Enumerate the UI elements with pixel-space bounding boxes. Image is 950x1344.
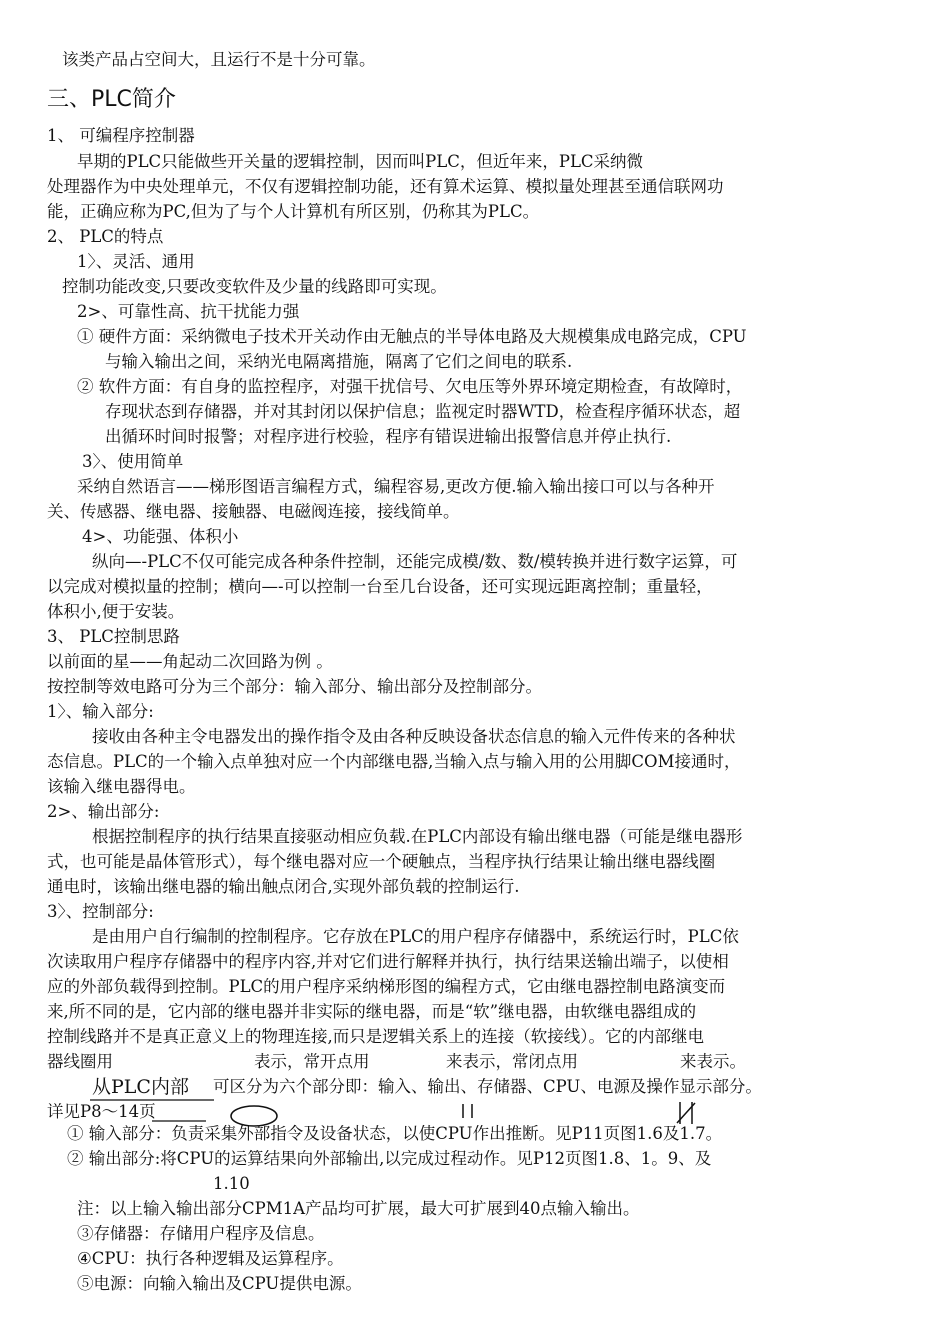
- note-line: 注：以上输入输出部分CPM1A产品均可扩展，最大可扩展到40点输入输出。: [77, 1199, 640, 1218]
- list-item: ① 输入部分：负责采集外部指令及设备状态，以使CPU作出推断。见P11页图1.6及1.7。: [67, 1124, 723, 1143]
- text-line: 控制功能改变,只要改变软件及少量的线路即可实现。: [62, 277, 447, 296]
- normally-open-contact-symbol: [458, 1101, 478, 1121]
- text-line: 纵向—-PLC不仅可能完成各种条件控制，还能完成模/数、数/模转换并进行数字运算，可: [92, 552, 738, 571]
- item-heading: 2>、可靠性高、抗干扰能力强: [77, 302, 300, 321]
- text-line: ① 硬件方面：采纳微电子技术开关动作由无触点的半导体电路及大规模集成电路完成，CPU: [77, 327, 747, 346]
- text-line: 控制线路并不是真正意义上的物理连接,而只是逻辑关系上的连接（软接线）。它的内部继电: [47, 1027, 704, 1046]
- text-line: 1.10: [213, 1174, 250, 1193]
- text-line: 接收由各种主令电器发出的操作指令及由各种反映设备状态信息的输入元件传来的各种状: [92, 727, 736, 746]
- text-line: 以完成对模拟量的控制；横向—-可以控制一台至几台设备，还可实现远距离控制；重量轻，: [47, 577, 713, 596]
- text-line: 来表示，常闭点用: [446, 1052, 578, 1071]
- list-item: ③存储器：存储用户程序及信息。: [77, 1224, 325, 1243]
- text-line: 器线圈用: [47, 1052, 113, 1071]
- text-line: 处理器作为中央处理单元，不仅有逻辑控制功能，还有算术运算、模拟量处理甚至通信联网功: [47, 177, 724, 196]
- list-item: ⑤电源：向输入输出及CPU提供电源。: [77, 1274, 362, 1293]
- text-line: 该类产品占空间大，且运行不是十分可靠。: [62, 50, 376, 69]
- item-heading: 1〉、灵活、通用: [77, 252, 195, 271]
- text-line: 出循环时间时报警；对程序进行校验，程序有错误进输出报警信息并停止执行.: [105, 427, 672, 446]
- item-heading: 2>、输出部分:: [47, 802, 160, 821]
- text-line: 应的外部负载得到控制。PLC的用户程序采纳梯形图的编程方式，它由继电器控制电路演变而: [47, 977, 726, 996]
- text-line: ② 软件方面：有自身的监控程序，对强干扰信号、欠电压等外界环境定期检查，有故障时，: [77, 377, 743, 396]
- text-line: 按控制等效电路可分为三个部分：输入部分、输出部分及控制部分。: [47, 677, 542, 696]
- text-line: 早期的PLC只能做些开关量的逻辑控制，因而叫PLC，但近年来，PLC采纳微: [77, 152, 644, 171]
- text-line: 该输入继电器得电。: [47, 777, 196, 796]
- text-line: 采纳自然语言——梯形图语言编程方式，编程容易,更改方便.输入输出接口可以与各种开: [77, 477, 715, 496]
- text-line: 关、传感器、继电器、接触器、电磁阀连接，接线简单。: [47, 502, 460, 521]
- text-line: 从PLC内部: [92, 1076, 189, 1098]
- text-line: 与输入输出之间，采纳光电隔离措施，隔离了它们之间电的联系.: [105, 352, 573, 371]
- text-line: 来,所不同的是，它内部的继电器并非实际的继电器，而是“软”继电器，由软继电器组成的: [47, 1002, 697, 1021]
- subsection-heading: 1、 可编程序控制器: [47, 126, 195, 145]
- list-item: ② 输出部分:将CPU的运算结果向外部输出,以完成过程动作。见P12页图1.8、1。9、及: [67, 1149, 712, 1168]
- subsection-heading: 2、 PLC的特点: [47, 227, 164, 246]
- text-line: 来表示。: [680, 1052, 746, 1071]
- text-line: 体积小,便于安装。: [47, 602, 185, 621]
- text-line: 通电时，该输出继电器的输出触点闭合,实现外部负载的控制运行.: [47, 877, 520, 896]
- text-line: 能，正确应称为PC,但为了与个人计算机有所区别，仍称其为PLC。: [47, 202, 540, 221]
- item-heading: 1〉、输入部分:: [47, 702, 154, 721]
- text-line: 可区分为六个部分即：输入、输出、存储器、CPU、电源及操作显示部分。: [213, 1077, 762, 1096]
- section-heading: 三、PLC简介: [47, 87, 176, 112]
- text-line: 次读取用户程序存储器中的程序内容,并对它们进行解释并执行，执行结果送输出端子，以使相: [47, 952, 729, 971]
- item-heading: 3〉、使用简单: [82, 452, 184, 471]
- text-line: 式，也可能是晶体管形式），每个继电器对应一个硬触点，当程序执行结果让输出继电器线圈: [47, 852, 716, 871]
- underline-mark: [88, 1097, 216, 1105]
- text-line: 表示，常开点用: [254, 1052, 370, 1071]
- text-line: 是由用户自行编制的控制程序。它存放在PLC的用户程序存储器中，系统运行时，PLC依: [92, 927, 739, 946]
- item-heading: 4>、功能强、体积小: [82, 527, 239, 546]
- list-item: ④CPU：执行各种逻辑及运算程序。: [77, 1249, 344, 1268]
- item-heading: 3〉、控制部分:: [47, 902, 154, 921]
- text-line: 态信息。PLC的一个输入点单独对应一个内部继电器,当输入点与输入用的公用脚COM接通时，: [47, 752, 741, 771]
- text-line: 详见P8～14页: [47, 1102, 156, 1121]
- text-line: 以前面的星——角起动二次回路为例 。: [47, 652, 333, 671]
- text-line: 存现状态到存储器，并对其封闭以保护信息；监视定时器WTD，检查程序循环状态，超: [105, 402, 741, 421]
- subsection-heading: 3、 PLC控制思路: [47, 627, 180, 646]
- text-line: 根据控制程序的执行结果直接驱动相应负载.在PLC内部设有输出继电器（可能是继电器形: [92, 827, 743, 846]
